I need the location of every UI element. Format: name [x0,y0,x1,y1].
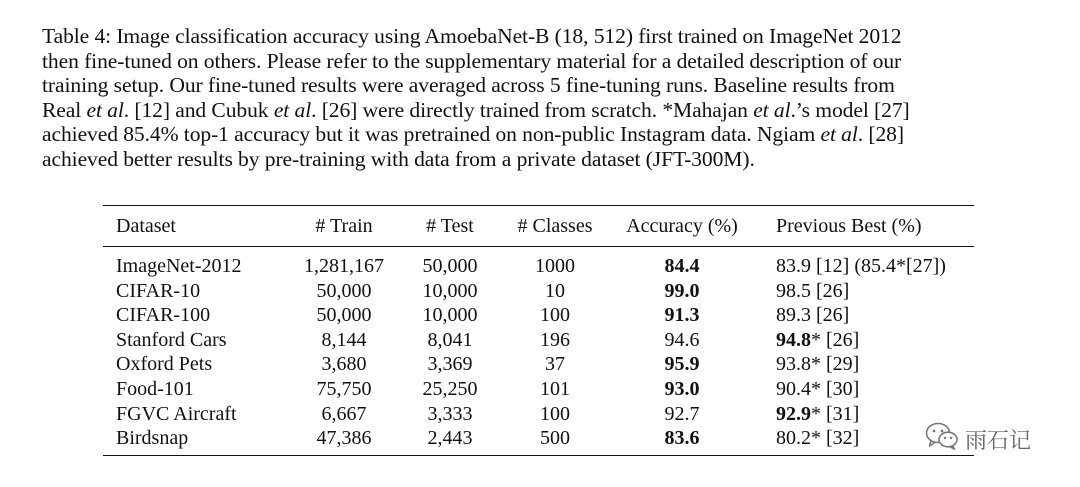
cell-train: 6,667 [321,402,367,425]
cell-dataset: CIFAR-10 [116,279,201,302]
cell-previous-best [750,303,974,328]
cell-accuracy: 84.4 [664,255,700,277]
cell-classes: 500 [540,427,570,450]
pb-value: 94.8 [776,328,811,351]
caption-line-2: then fine-tuned on others. Please refer to the supplementary material for a detailed description of our [42,48,902,73]
cell-train: 3,680 [321,353,367,376]
cell-accuracy: 95.9 [664,353,700,376]
pb-ref: * [32] [811,427,860,450]
cell-train: 50,000 [316,304,372,327]
cell-classes: 10 [545,279,565,302]
cell-train: 1,281,167 [304,255,384,277]
table-row [103,402,974,427]
cell-classes: 1000 [535,255,575,277]
cell-dataset: Birdsnap [116,427,189,450]
cell-test: 3,369 [427,353,473,376]
results-table-body [103,247,974,455]
caption-line-5 [42,122,1042,147]
table-row [103,377,974,402]
header-test: # Test [426,215,474,237]
cell-test: 3,333 [427,402,473,425]
pb-value: 89.3 [776,304,811,327]
cell-train: 8,144 [321,328,367,351]
cell-previous-best [750,279,974,304]
caption-italic: et al [753,97,791,122]
header-accuracy: Accuracy (%) [626,215,738,237]
cell-dataset: ImageNet-2012 [116,255,242,277]
pb-ref: * [31] [811,402,860,425]
caption-line-3: training setup. Our fine-tuned results were averaged across 5 fine-tuning runs. Baseline results from [42,73,895,97]
pb-value: 80.2 [776,427,811,450]
caption-italic: et al [273,97,312,122]
cell-train: 75,750 [316,377,372,400]
caption-text: achieved 85.4% top-1 accuracy but it was pretrained on non-public Instagram data. Ngiam [42,122,821,146]
cell-classes: 37 [545,353,565,376]
watermark-text: 雨石记 [965,428,1032,454]
cell-train: 50,000 [316,279,372,302]
cell-classes: 101 [540,377,570,400]
pb-value: 93.8 [776,353,811,376]
cell-dataset: Stanford Cars [116,328,227,351]
table-row [103,247,974,279]
caption-text: .’s model [27] [790,97,910,122]
cell-previous-best [750,328,974,353]
cell-test: 10,000 [422,279,478,302]
header-classes: # Classes [517,215,593,237]
header-row [103,206,974,246]
cell-accuracy: 99.0 [664,279,700,302]
cell-accuracy: 92.7 [664,402,700,425]
cell-test: 10,000 [422,304,478,327]
header-dataset: Dataset [116,215,176,237]
header-previous-best: Previous Best (%) [776,215,922,237]
cell-test: 25,250 [422,377,478,400]
cell-classes: 100 [540,402,570,425]
cell-test: 50,000 [422,255,478,277]
cell-dataset: FGVC Aircraft [116,402,237,425]
cell-previous-best [750,377,974,402]
cell-accuracy: 91.3 [664,304,700,327]
results-table-grid [103,206,974,246]
wechat-icon [925,422,959,456]
cell-accuracy: 93.0 [664,377,700,400]
pb-value: 90.4 [776,377,811,400]
table-row [103,352,974,377]
caption-line-4 [42,98,1042,123]
cell-train: 47,386 [316,427,372,450]
pb-ref: [12] (85.4*[27]) [811,255,946,277]
header-train: # Train [315,215,373,237]
caption-line-1: Table 4: Image classification accuracy using AmoebaNet-B (18, 512) first trained on ImageNet 2012 [42,24,902,48]
cell-accuracy: 94.6 [664,328,700,351]
bottom-rule [103,455,974,456]
caption-text: . [28] [857,122,904,146]
table-row [103,279,974,304]
cell-classes: 100 [540,304,570,327]
table-row [103,426,974,455]
cell-dataset: Food-101 [116,377,194,400]
pb-ref: * [26] [811,328,860,351]
pb-ref: [26] [811,279,850,302]
pb-ref: * [30] [811,377,860,400]
pb-value: 98.5 [776,279,811,302]
pb-value: 83.9 [776,255,811,277]
watermark [925,422,1031,456]
table-caption [42,24,1042,171]
pb-ref: * [29] [811,353,860,376]
cell-accuracy: 83.6 [664,427,700,450]
cell-previous-best [750,247,974,279]
cell-dataset: CIFAR-100 [116,304,211,327]
cell-previous-best [750,352,974,377]
caption-italic: et al [86,97,124,122]
caption-line-6: achieved better results by pre-training with data from a private dataset (JFT-300M). [42,146,755,171]
caption-text: . [26] were directly trained from scratch. *Mahajan [311,97,754,122]
caption-italic: et al [820,122,858,146]
cell-test: 8,041 [427,328,473,351]
cell-dataset: Oxford Pets [116,353,213,376]
table-row [103,303,974,328]
caption-text: Real [42,97,87,122]
table-row [103,328,974,353]
caption-text: . [12] and Cubuk [123,97,274,122]
results-table [103,205,974,456]
cell-classes: 196 [540,328,570,351]
pb-value: 92.9 [776,402,811,425]
pb-ref: [26] [811,304,850,327]
cell-test: 2,443 [427,427,473,450]
